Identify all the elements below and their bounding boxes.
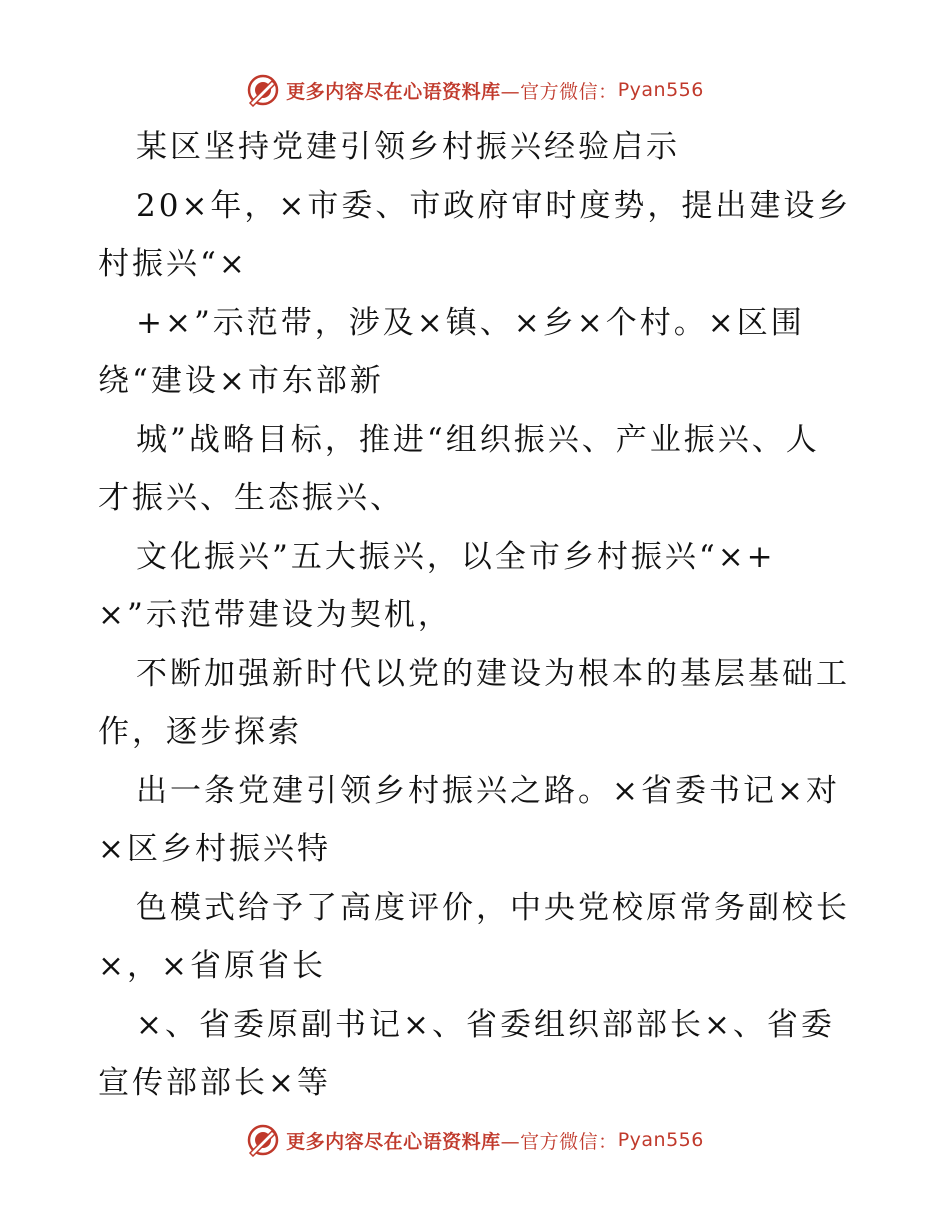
pen-logo-icon	[246, 1123, 280, 1157]
watermark-wechat-id: Pyan556	[617, 79, 704, 101]
paragraph-line: 20×年，×市委、市政府审时度势，提出建设乡	[136, 187, 852, 224]
paragraph-line: 绕“建设×市东部新	[98, 363, 384, 399]
paragraph-line: 村振兴“×	[98, 246, 248, 282]
paragraph-line: ×、省委原副书记×、省委组织部部长×、省委	[136, 1006, 835, 1043]
watermark-separator-text: —官方微信：	[500, 80, 618, 103]
watermark-main-text: 更多内容尽在心语资料库	[286, 1130, 501, 1153]
paragraph-line: 出一条党建引领乡村振兴之路。×省委书记×对	[136, 772, 840, 809]
paragraph-line: 宣传部部长×等	[98, 1065, 331, 1101]
paragraph-line: 城”战略目标，推进“组织振兴、产业振兴、人	[136, 421, 820, 458]
pen-logo-icon	[246, 73, 280, 107]
paragraph-line: ×区乡村振兴特	[98, 831, 331, 867]
paragraph-line: ×，×省原省长	[98, 948, 326, 984]
watermark-wechat-id: Pyan556	[617, 1129, 704, 1151]
paragraph-line: 才振兴、生态振兴、	[98, 480, 404, 516]
paragraph-line: ×”示范带建设为契机，	[98, 597, 452, 633]
paragraph-line: 不断加强新时代以党的建设为根本的基层基础工	[136, 655, 850, 692]
document-body	[98, 118, 858, 1113]
paragraph-line: 作，逐步探索	[98, 714, 302, 750]
paragraph-line: 文化振兴”五大振兴，以全市乡村振兴“×+	[136, 538, 776, 575]
document-title: 某区坚持党建引领乡村振兴经验启示	[136, 129, 680, 165]
watermark-banner-bottom	[0, 1122, 950, 1158]
watermark-separator-text: —官方微信：	[500, 1130, 618, 1153]
paragraph-line: +×”示范带，涉及×镇、×乡×个村。×区围	[136, 304, 805, 341]
paragraph-line: 色模式给予了高度评价，中央党校原常务副校长	[136, 889, 850, 926]
watermark-main-text: 更多内容尽在心语资料库	[286, 80, 501, 103]
watermark-banner-top	[0, 72, 950, 108]
